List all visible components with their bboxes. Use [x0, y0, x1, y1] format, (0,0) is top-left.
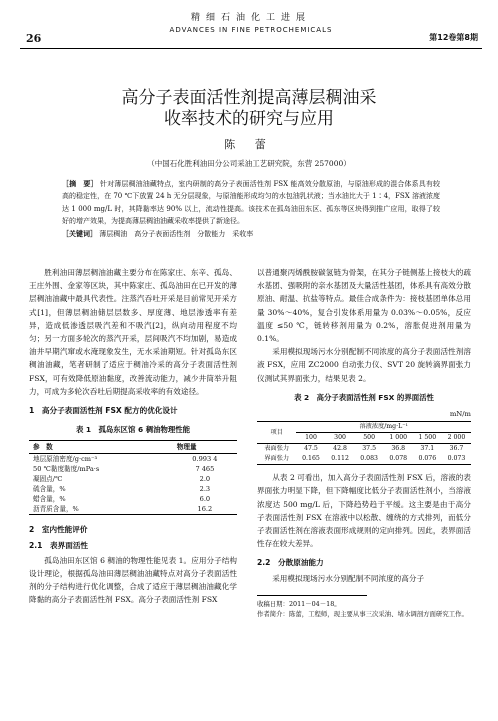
method-paragraph: 采用模拟现场污水分别配制不同浓度的高分子表面活性剂溶液 FSX，应用 ZC2000 自动张力仪、SVT 20 旋转滴界面张力仪测试其界面张力，结果见表 2。 — [257, 347, 471, 383]
abstract — [62, 178, 440, 228]
table-row — [257, 454, 471, 465]
title-line-2: 收率技术的研究与应用 — [164, 109, 334, 129]
table-cell: 37.5 — [362, 445, 377, 453]
table-cell: 16.2 — [173, 504, 237, 515]
journal-name-cn: 精细石油化工进展 — [190, 13, 311, 23]
table-cell: 47.5 — [304, 445, 318, 453]
right-column — [257, 266, 471, 619]
table-2 — [257, 421, 471, 465]
table-cell: 地层原油密度/g·cm⁻³ — [33, 455, 98, 464]
keywords-text: 薄层稠油 高分子表面活性剂 分散能力 采收率 — [99, 229, 254, 238]
table-row — [257, 444, 471, 455]
table-row — [29, 454, 237, 465]
section-1-heading: 1 高分子表面活性剂 FSX 配方的优化设计 — [29, 406, 178, 416]
table-2-column: 2 000 — [442, 433, 471, 444]
table-row — [29, 474, 237, 484]
section-2-heading: 2 室内性能评价 — [29, 525, 88, 535]
table-row — [29, 464, 237, 474]
section-2-2-paragraph: 采用模拟现场污水分别配制不同浓度的高分子 — [272, 573, 425, 583]
table-cell: 7 465 — [195, 465, 215, 474]
abstract-block — [62, 178, 440, 240]
left-column — [29, 266, 237, 607]
table-2-column-group: 溶液浓度/mg·L⁻¹ — [296, 422, 471, 433]
table-row — [29, 484, 237, 494]
keywords-label: ［关键词］ — [62, 228, 97, 238]
table-cell: 0.112 — [326, 454, 355, 465]
section-2-1-paragraph: 孤岛油田东区馆 6 稠油的物理性能见表 1。应用分子结构设计理论，根据孤岛油田薄层稠油油藏特点对高分子表面活性剂的分子结构进行优化调整，合成了适应于薄层稠油油藏化学降黏的高分子表面活性剂 FSX。高分子表面活性剂 FSX — [29, 555, 237, 605]
volume-issue: 第12卷第8期 — [429, 33, 478, 42]
table-cell: 0.993 4 — [192, 455, 218, 464]
table-cell: 0.076 — [413, 454, 442, 465]
running-header — [20, 6, 482, 58]
table-cell: 37.1 — [420, 445, 435, 453]
table-2-caption: 表 2 高分子表面活性剂 FSX 的界面活性 — [294, 392, 434, 402]
table-2-unit: mN/m — [449, 410, 471, 419]
table-2-column: 1 500 — [413, 433, 442, 444]
author: 陈 蕾 — [224, 138, 274, 151]
table-cell: 6.0 — [199, 495, 211, 504]
table-cell: 蜡含量，% — [33, 495, 66, 504]
table-cell: 硫含量，% — [33, 485, 66, 494]
journal-name-en: ADVANCES IN FINE PETROCHEMICALS — [169, 26, 333, 34]
table-1-header: 参 数 — [29, 441, 173, 454]
article-title — [0, 88, 498, 130]
table-cell: 凝固点/℃ — [33, 475, 63, 484]
section-2-1-heading: 2.1 表界面活性 — [29, 540, 89, 550]
section-2-2-heading: 2.2 分散原油能力 — [257, 558, 324, 568]
table-cell: 0.073 — [442, 454, 471, 465]
table-1 — [29, 440, 237, 515]
table-cell: 50 ℃黏度黏度/mPa·s — [33, 465, 100, 474]
table-2-column: 500 — [355, 433, 384, 444]
keywords — [62, 228, 440, 240]
table-row — [29, 494, 237, 504]
footnote-author: 作者简介：陈蕾，工程师，现主要从事三次采油、堵水调剖方面研究工作。 — [257, 609, 468, 618]
table-cell: 36.7 — [449, 445, 464, 453]
abstract-text: 针对薄层稠油油藏特点，室内研制的高分子表面活性剂 FSX 能高效分散原油，与原油形成的混合体系具有较高的稳定性，在 70 ℃下放置 24 h 无分层现象，与原油能形成均匀的水包油乳状液；当水油比大于 1∶4，FSX 溶液浓度达 1 000 mg/L 时，其降黏率达 90% 以上，流动性提高。该技术在孤岛油田东区、孤东等区块得到推广应用，取得了较好的增产效果，为提高薄层稠油油藏采收率提供了新途径。 — [62, 180, 441, 226]
intro-paragraph: 胜利油田薄层稠油油藏主要分布在陈家庄、东辛、孤岛、王庄外围、金家等区块，其中陈家庄、孤岛油田在已开发的薄层稠油油藏中最具代表性。注蒸汽吞吐开采是目前常见开采方式[1]，但薄层稠油储层层数多、厚度薄、地层渗透率有差异，造成低渗透层吸汽差和不吸汽[2]，纵向动用程度不均匀；另一方面多轮次的蒸汽开采，层间吸汽不均加剧，易造成油井早期汽窜或水淹现象发生，无水采油期短。针对孤岛东区稠油油藏，笔者研制了适应于稠油冷采的高分子表面活性剂 FSX，可有效降低原油黏度，改善流动能力，减少井筒举升阻力，可成为多轮次吞吐后期提高采收率的有效途径。 — [29, 268, 237, 396]
title-line-1: 高分子表面活性剂提高薄层稠油采 — [121, 88, 377, 108]
abstract-label: ［摘 要］ — [62, 179, 98, 188]
table-cell: 表面张力 — [264, 445, 290, 453]
table-2-header-row — [257, 422, 471, 433]
footnote-received: 收稿日期：2011－04－18。 — [257, 599, 341, 608]
results-paragraph: 从表 2 可看出，加入高分子表面活性剂 FSX 后，溶液的表界面张力明显下降，但下降幅度比低分子表面活性剂小，当溶液浓度达 500 mg/L 后，下降趋势趋于平缓。这主要是由于高分子表面活性剂 FSX 在溶液中以松散、缠绕的方式排列，而低分子表面活性剂在溶液表面形成规则的定向排列。因此，表界面活性存在较大差异。 — [257, 473, 471, 549]
table-cell: 0.083 — [355, 454, 384, 465]
table-cell: 沥青质含量，% — [29, 504, 173, 515]
table-row — [29, 504, 237, 515]
continued-paragraph: 以普通聚丙烯酰胺碳氢链为骨架，在其分子链侧基上接枝大的疏水基团、强吸附的亲水基团及大量活性基团，体系具有高效分散原油、耐温、抗盐等特点。最佳合成条件为：接枝基团单体总用量 30%～40%，复合引发体系用量为 0.03%～0.05%，反应温度 ≤50 ℃，链转移剂用量为 0.2%，溶胀促进剂用量为 0.1%。 — [257, 268, 471, 344]
table-2-column: 100 — [296, 433, 325, 444]
table-cell: 2.3 — [199, 485, 211, 494]
header-rule — [20, 48, 482, 49]
table-1-caption: 表 1 孤岛东区馆 6 稠油物理性能 — [75, 425, 191, 435]
table-cell: 36.8 — [391, 445, 406, 453]
affiliation: （中国石化胜利油田分公司采油工艺研究院，东营 257000） — [147, 159, 351, 168]
table-cell: 0.078 — [384, 454, 413, 465]
table-1-header: 物理量 — [173, 441, 237, 454]
table-cell: 42.8 — [333, 445, 347, 453]
table-2-row-header: 项目 — [257, 422, 296, 444]
table-cell: 2.0 — [199, 475, 211, 484]
table-2-column: 1 000 — [384, 433, 413, 444]
table-1-header-row — [29, 441, 237, 454]
table-2-column: 300 — [326, 433, 355, 444]
page-number: 26 — [26, 32, 42, 45]
table-cell: 0.165 — [296, 454, 325, 465]
table-cell: 界面张力 — [257, 454, 296, 465]
